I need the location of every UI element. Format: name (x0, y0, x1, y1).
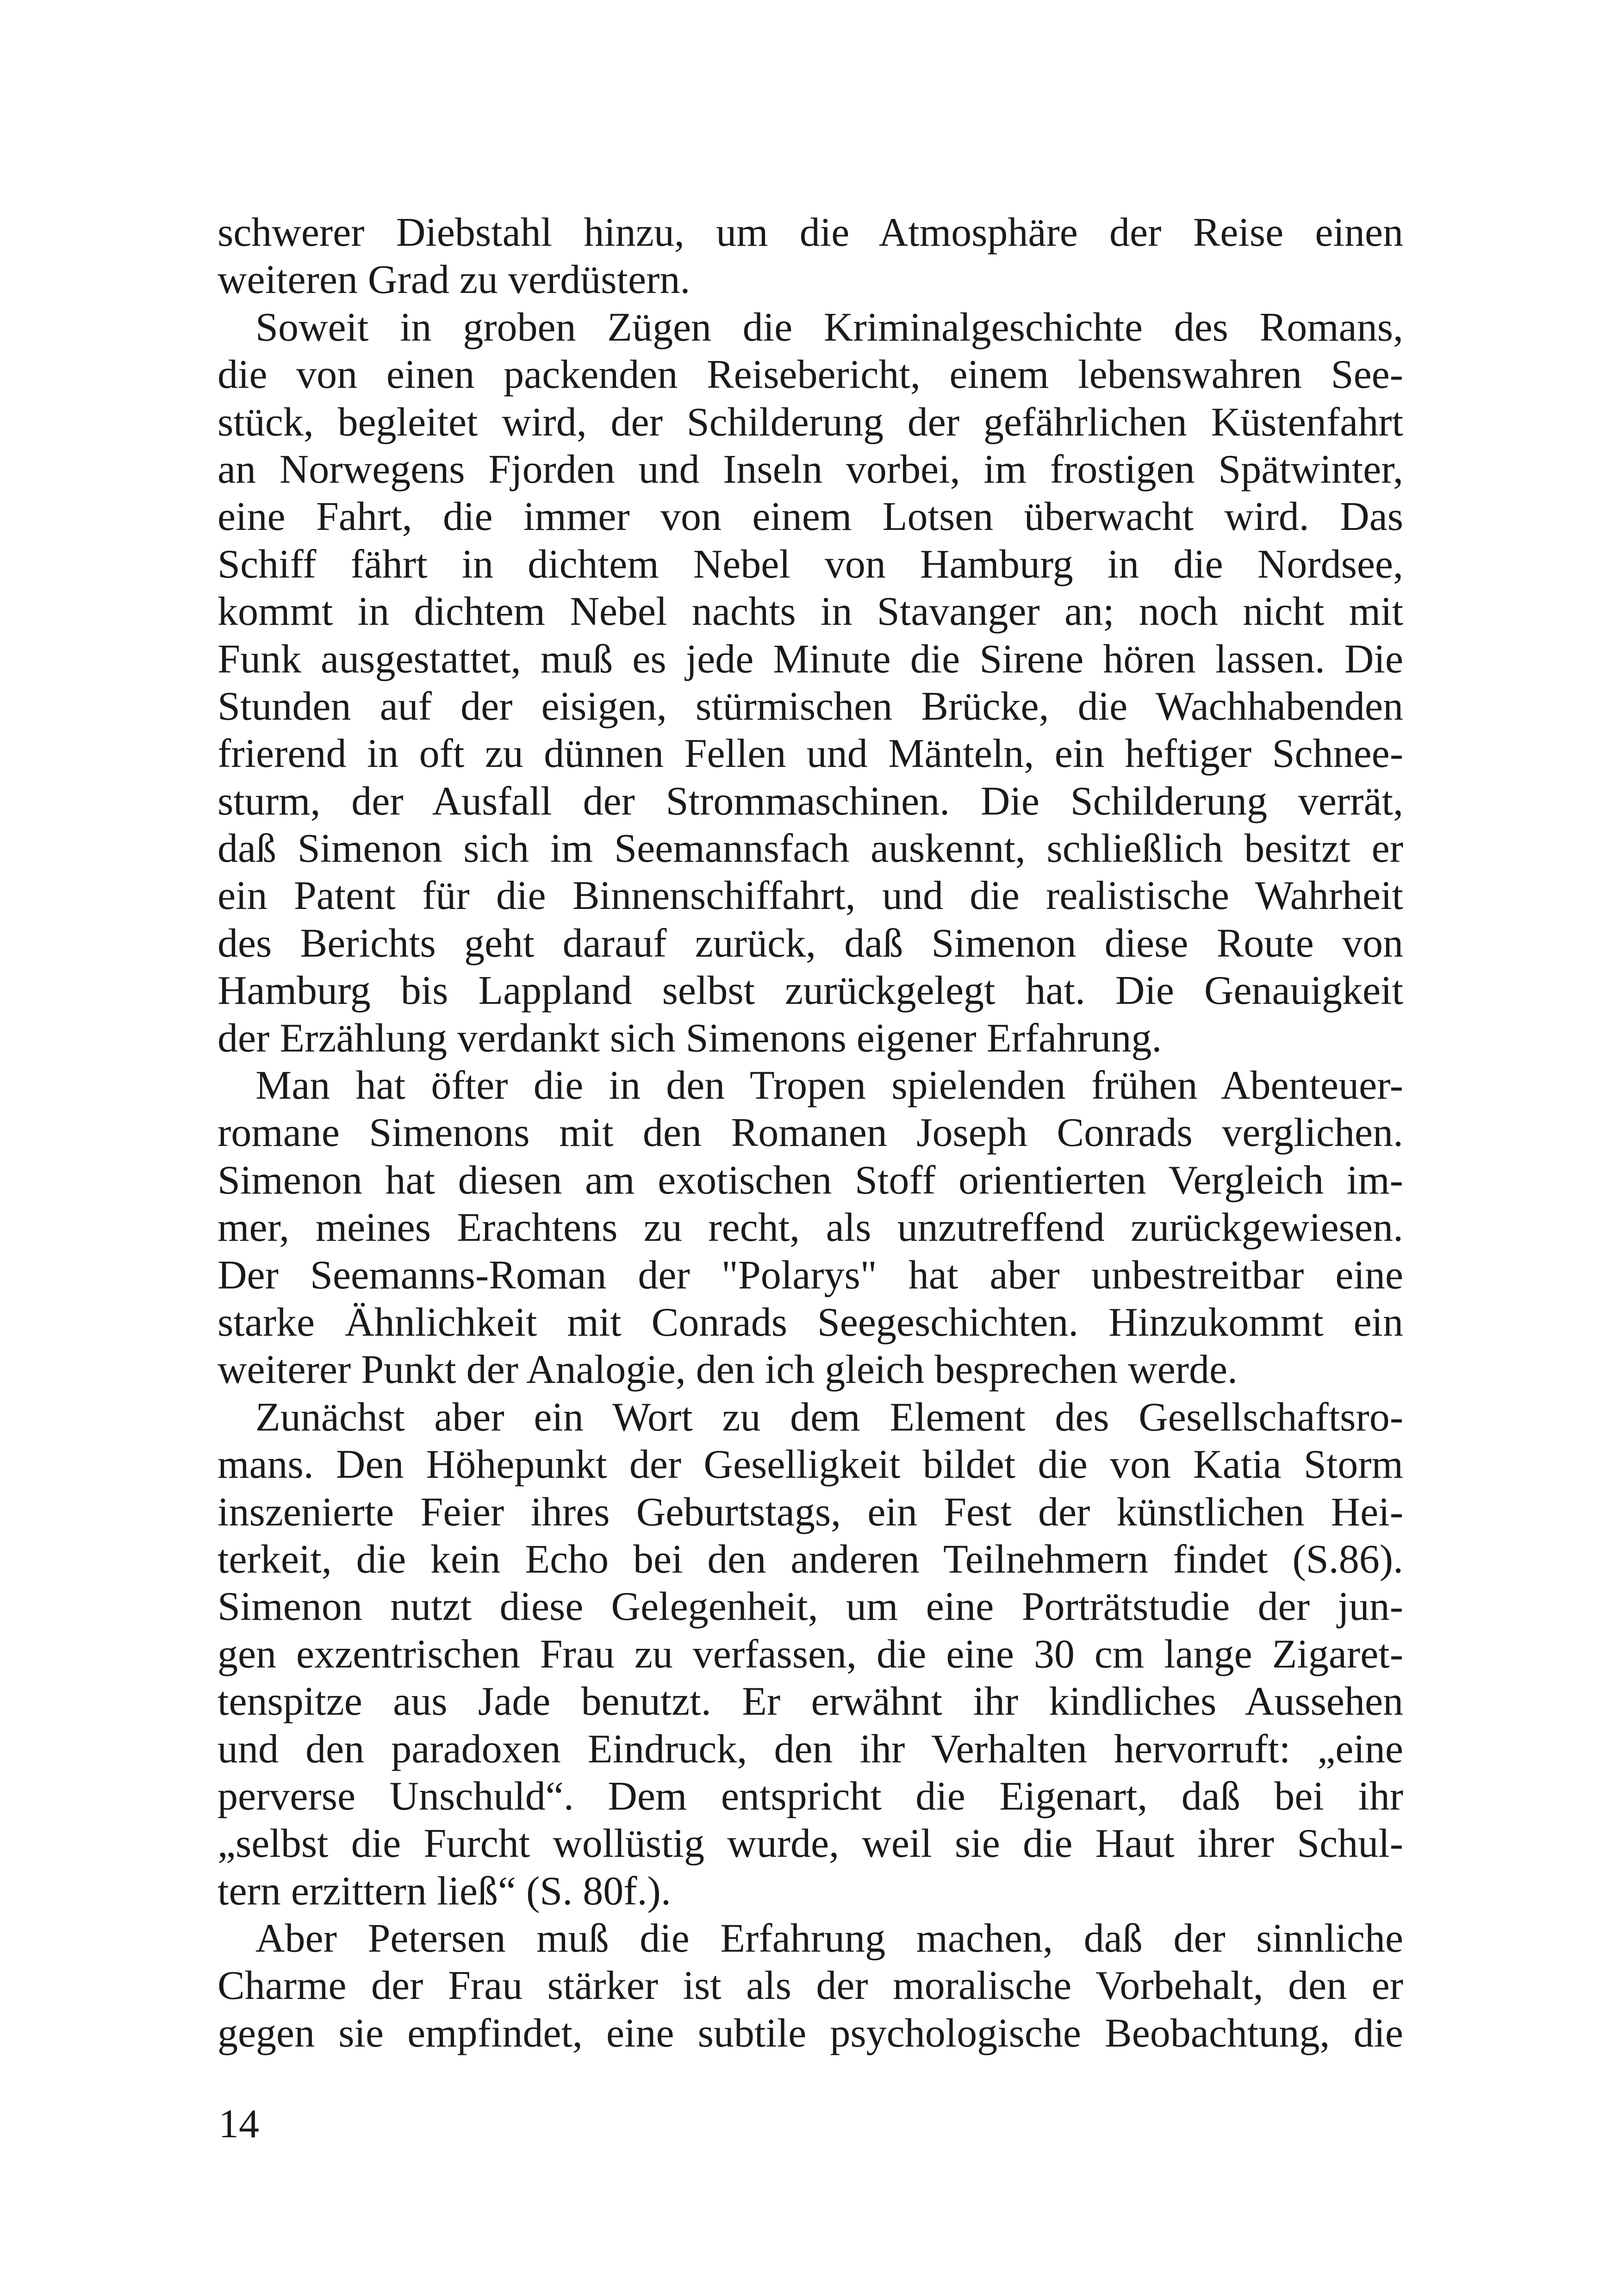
text-line: frierend in oft zu dünnen Fellen und Mänteln, ein heftiger Schnee- (218, 731, 1403, 777)
text-line: mer, meines Erachtens zu recht, als unzutreffend zurückgewiesen. (218, 1205, 1403, 1251)
page-number: 14 (218, 2102, 259, 2147)
paragraph (218, 1062, 1403, 1394)
text-line: starke Ähnlichkeit mit Conrads Seegeschichten. Hinzukommt ein (218, 1300, 1403, 1345)
paragraph (218, 1394, 1403, 1915)
text-line: Funk ausgestattet, muß es jede Minute die Sirene hören lassen. Die (218, 636, 1403, 682)
paragraph (218, 209, 1403, 304)
text-line: und den paradoxen Eindruck, den ihr Verhalten hervorruft: „eine (218, 1726, 1403, 1772)
text-line: Simenon hat diesen am exotischen Stoff orientierten Vergleich im- (218, 1157, 1403, 1203)
text-line: „selbst die Furcht wollüstig wurde, weil sie die Haut ihrer Schul- (218, 1821, 1403, 1867)
text-line: eine Fahrt, die immer von einem Lotsen überwacht wird. Das (218, 494, 1403, 540)
text-line: Aber Petersen muß die Erfahrung machen, daß der sinnliche (255, 1916, 1403, 1961)
text-line: Man hat öfter die in den Tropen spielenden frühen Abenteuer- (255, 1063, 1403, 1108)
text-line: Der Seemanns-Roman der "Polarys" hat aber unbestreitbar eine (218, 1252, 1403, 1298)
body-text (218, 209, 1403, 2057)
text-line: Zunächst aber ein Wort zu dem Element des Gesellschaftsro- (255, 1394, 1403, 1440)
text-line: mans. Den Höhepunkt der Geselligkeit bildet die von Katia Storm (218, 1442, 1403, 1487)
text-line: des Berichts geht darauf zurück, daß Simenon diese Route von (218, 921, 1403, 966)
text-line: der Erzählung verdankt sich Simenons eigener Erfahrung. (218, 1015, 1162, 1061)
paragraph (218, 304, 1403, 1062)
text-line: Schiff fährt in dichtem Nebel von Hamburg in die Nordsee, (218, 541, 1403, 587)
text-line: perverse Unschuld“. Dem entspricht die Eigenart, daß bei ihr (218, 1773, 1403, 1819)
text-line: Charme der Frau stärker ist als der moralische Vorbehalt, den er (218, 1963, 1403, 2009)
text-line: kommt in dichtem Nebel nachts in Stavanger an; noch nicht mit (218, 589, 1403, 635)
text-line: an Norwegens Fjorden und Inseln vorbei, im frostigen Spätwinter, (218, 447, 1403, 492)
text-line: ein Patent für die Binnenschiffahrt, und die realistische Wahrheit (218, 873, 1403, 919)
text-line: die von einen packenden Reisebericht, einem lebenswahren See- (218, 352, 1403, 398)
text-line: romane Simenons mit den Romanen Joseph Conrads verglichen. (218, 1110, 1403, 1156)
text-line: gegen sie empfindet, eine subtile psychologische Beobachtung, die (218, 2010, 1403, 2056)
text-line: daß Simenon sich im Seemannsfach auskennt, schließlich besitzt er (218, 826, 1403, 871)
text-line: Hamburg bis Lappland selbst zurückgelegt hat. Die Genauigkeit (218, 968, 1403, 1014)
text-line: Soweit in groben Zügen die Kriminalgeschichte des Romans, (255, 305, 1403, 350)
text-line: Stunden auf der eisigen, stürmischen Brücke, die Wachhabenden (218, 684, 1403, 729)
text-line: weiteren Grad zu verdüstern. (218, 257, 691, 303)
text-line: Simenon nutzt diese Gelegenheit, um eine Porträtstudie der jun- (218, 1584, 1403, 1630)
text-line: inszenierte Feier ihres Geburtstags, ein Fest der künstlichen Hei- (218, 1489, 1403, 1535)
text-line: schwerer Diebstahl hinzu, um die Atmosphäre der Reise einen (218, 210, 1403, 255)
text-line: tenspitze aus Jade benutzt. Er erwähnt ihr kindliches Aussehen (218, 1679, 1403, 1724)
text-line: weiterer Punkt der Analogie, den ich gleich besprechen werde. (218, 1347, 1238, 1393)
text-line: terkeit, die kein Echo bei den anderen Teilnehmern findet (S.86). (218, 1537, 1403, 1582)
paragraph (218, 1915, 1403, 2057)
text-line: tern erzittern ließ“ (S. 80f.). (218, 1868, 671, 1914)
text-line: stück, begleitet wird, der Schilderung der gefährlichen Küstenfahrt (218, 399, 1403, 445)
text-line: gen exzentrischen Frau zu verfassen, die eine 30 cm lange Zigaret- (218, 1631, 1403, 1677)
text-line: sturm, der Ausfall der Strommaschinen. Die Schilderung verrät, (218, 778, 1403, 824)
